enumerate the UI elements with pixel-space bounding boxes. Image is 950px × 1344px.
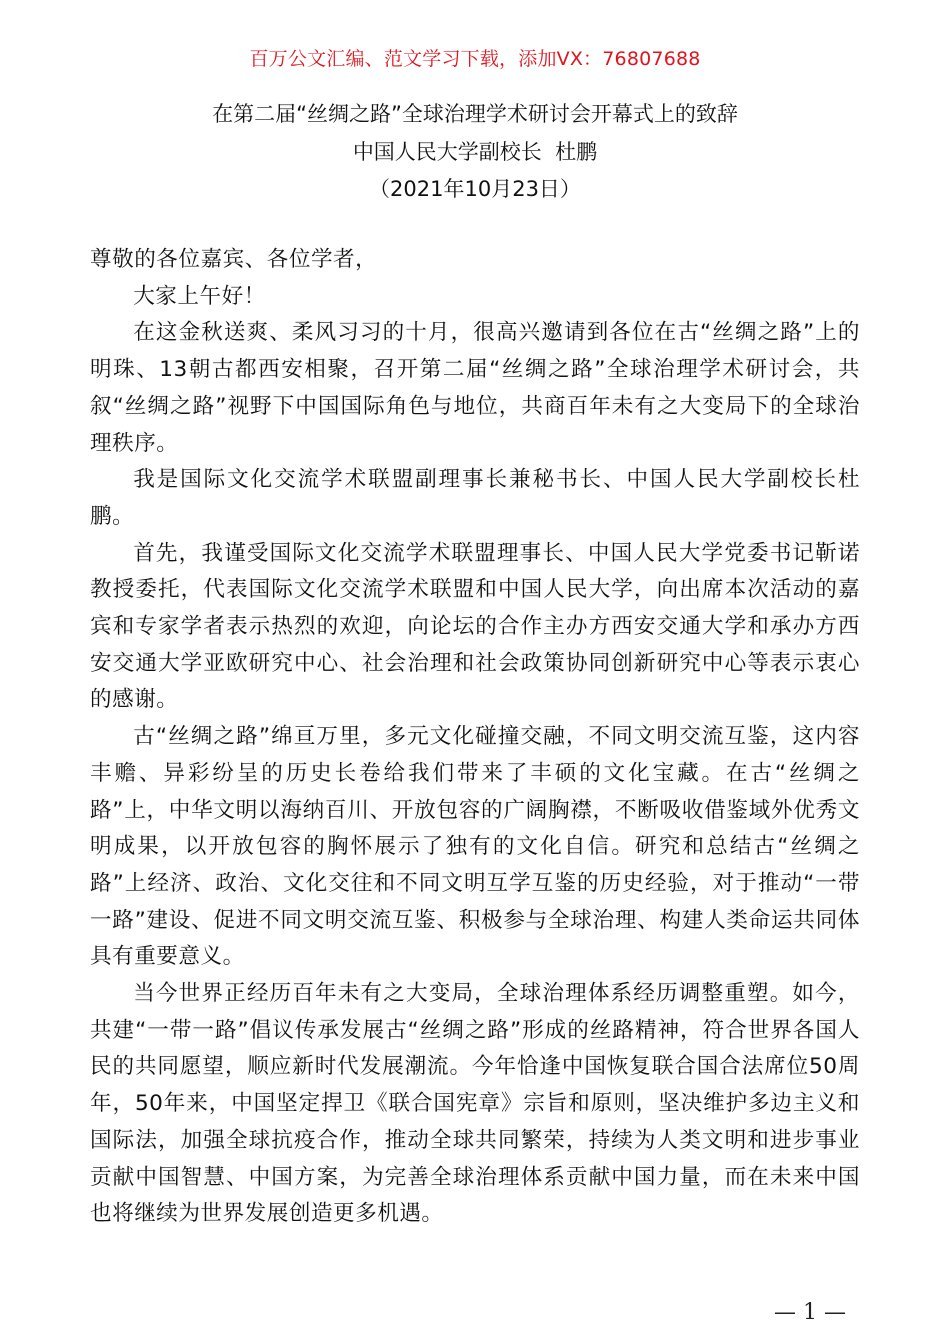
- document-body: [90, 242, 860, 1233]
- speaker-line: 中国人民大学副校长 杜鹏: [352, 140, 598, 164]
- paragraph-welcome: 在这金秋送爽、柔风习习的十月，很高兴邀请到各位在古“丝绸之路”上的明珠、13朝古都西安相聚，召开第二届“丝绸之路”全球治理学术研讨会，共叙“丝绸之路”视野下中国国际角色与地位，共商百年未有之大变局下的全球治理秩序。: [90, 320, 860, 456]
- date-line: （2021年10月23日）: [369, 177, 581, 201]
- paragraph-introduction: 我是国际文化交流学术联盟副理事长兼秘书长、中国人民大学副校长杜鹏。: [90, 467, 860, 529]
- promo-banner: 百万公文汇编、范文学习下载，添加VX：76807688: [249, 48, 701, 70]
- page-number: — 1 —: [774, 1300, 846, 1325]
- paragraph-thanks: 首先，我谨受国际文化交流学术联盟理事长、中国人民大学党委书记靳诺教授委托，代表国际文化交流学术联盟和中国人民大学，向出席本次活动的嘉宾和专家学者表示热烈的欢迎，向论坛的合作主办方西安交通大学和承办方西安交通大学亚欧研究中心、社会治理和社会政策协同创新研究中心等表示衷心的感谢。: [90, 540, 860, 713]
- paragraph-global-governance: 当今世界正经历百年未有之大变局，全球治理体系经历调整重塑。如今，共建“一带一路”倡议传承发展古“丝绸之路”形成的丝路精神，符合世界各国人民的共同愿望，顺应新时代发展潮流。今年恰逢中国恢复联合国合法席位50周年，50年来，中国坚定捍卫《联合国宪章》宗旨和原则，坚决维护多边主义和国际法，加强全球抗疫合作，推动全球共同繁荣，持续为人类文明和进步事业贡献中国智慧、中国方案，为完善全球治理体系贡献中国力量，而在未来中国也将继续为世界发展创造更多机遇。: [90, 981, 860, 1227]
- salutation: 尊敬的各位嘉宾、各位学者，: [90, 247, 378, 272]
- paragraph-greeting: 大家上午好！: [133, 283, 266, 309]
- document-title: 在第二届“丝绸之路”全球治理学术研讨会开幕式上的致辞: [212, 102, 738, 126]
- paragraph-silk-road-history: 古“丝绸之路”绵亘万里，多元文化碰撞交融，不同文明交流互鉴，这内容丰赡、异彩纷呈的历史长卷给我们带来了丰硕的文化宝藏。在古“丝绸之路”上，中华文明以海纳百川、开放包容的广阔胸襟，不断吸收借鉴域外优秀文明成果，以开放包容的胸怀展示了独有的文化自信。研究和总结古“丝绸之路”上经济、政治、文化交往和不同文明互学互鉴的历史经验，对于推动“一带一路”建设、促进不同文明交流互鉴、积极参与全球治理、构建人类命运共同体具有重要意义。: [90, 724, 860, 970]
